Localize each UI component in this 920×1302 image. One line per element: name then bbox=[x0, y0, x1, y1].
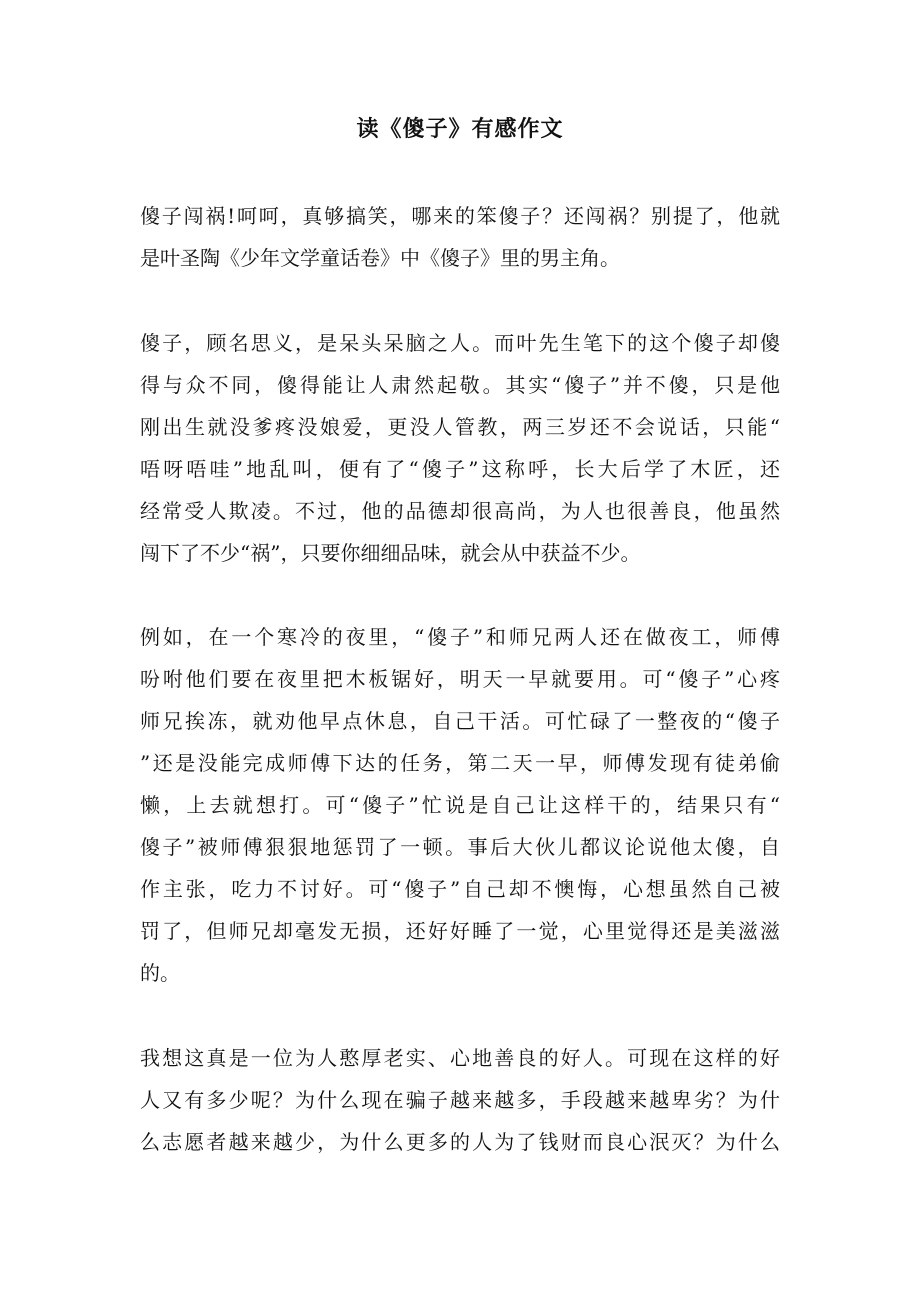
paragraph-line: 作主张，吃力不讨好。可“傻子”自己却不懊悔，心想虽然自己被 bbox=[140, 877, 780, 901]
paragraph-line: 刚出生就没爹疼没娘爱，更没人管教，两三岁还不会说话，只能“ bbox=[140, 415, 780, 439]
paragraph-line: 人又有多少呢？为什么现在骗子越来越多，手段越来越卑劣？为什 bbox=[140, 1088, 780, 1112]
paragraph-line: 得与众不同，傻得能让人肃然起敬。其实“傻子”并不傻，只是他 bbox=[140, 373, 780, 397]
paragraph-line: 傻子，顾名思义，是呆头呆脑之人。而叶先生笔下的这个傻子却傻 bbox=[140, 331, 780, 355]
paragraph-line: 闯下了不少“祸”，只要你细细品味，就会从中获益不少。 bbox=[140, 541, 641, 565]
paragraph-line: 罚了，但师兄却毫发无损，还好好睡了一觉，心里觉得还是美滋滋 bbox=[140, 919, 780, 943]
paragraph-line: 师兄挨冻，就劝他早点休息，自己干活。可忙碌了一整夜的“傻子 bbox=[140, 709, 780, 733]
paragraph-line: 是叶圣陶《少年文学童话卷》中《傻子》里的男主角。 bbox=[140, 246, 620, 270]
paragraph-line: 懒，上去就想打。可“傻子”忙说是自己让这样干的，结果只有“ bbox=[140, 793, 780, 817]
paragraph-line: 经常受人欺凌。不过，他的品德却很高尚，为人也很善良，他虽然 bbox=[140, 499, 780, 523]
paragraph-line: 例如，在一个寒冷的夜里，“傻子”和师兄两人还在做夜工，师傅 bbox=[140, 625, 780, 649]
paragraph-line: 吩咐他们要在夜里把木板锯好，明天一早就要用。可“傻子”心疼 bbox=[140, 667, 780, 691]
paragraph-line: 傻子闯祸!呵呵，真够搞笑，哪来的笨傻子？还闯祸？别提了，他就 bbox=[140, 204, 780, 228]
paragraph-line: ”还是没能完成师傅下达的任务，第二天一早，师傅发现有徒弟偷 bbox=[140, 751, 780, 775]
paragraph-line: 我想这真是一位为人憨厚老实、心地善良的好人。可现在这样的好 bbox=[140, 1046, 780, 1070]
paragraph-line: 傻子”被师傅狠狠地惩罚了一顿。事后大伙儿都议论说他太傻，自 bbox=[140, 835, 780, 859]
paragraph-line: 唔呀唔哇”地乱叫，便有了“傻子”这称呼，长大后学了木匠，还 bbox=[140, 457, 780, 481]
paragraph-line: 的。 bbox=[140, 961, 180, 985]
paragraph-line: 么志愿者越来越少，为什么更多的人为了钱财而良心泯灭？为什么 bbox=[140, 1130, 780, 1154]
document-title: 读《傻子》有感作文 bbox=[356, 116, 564, 142]
